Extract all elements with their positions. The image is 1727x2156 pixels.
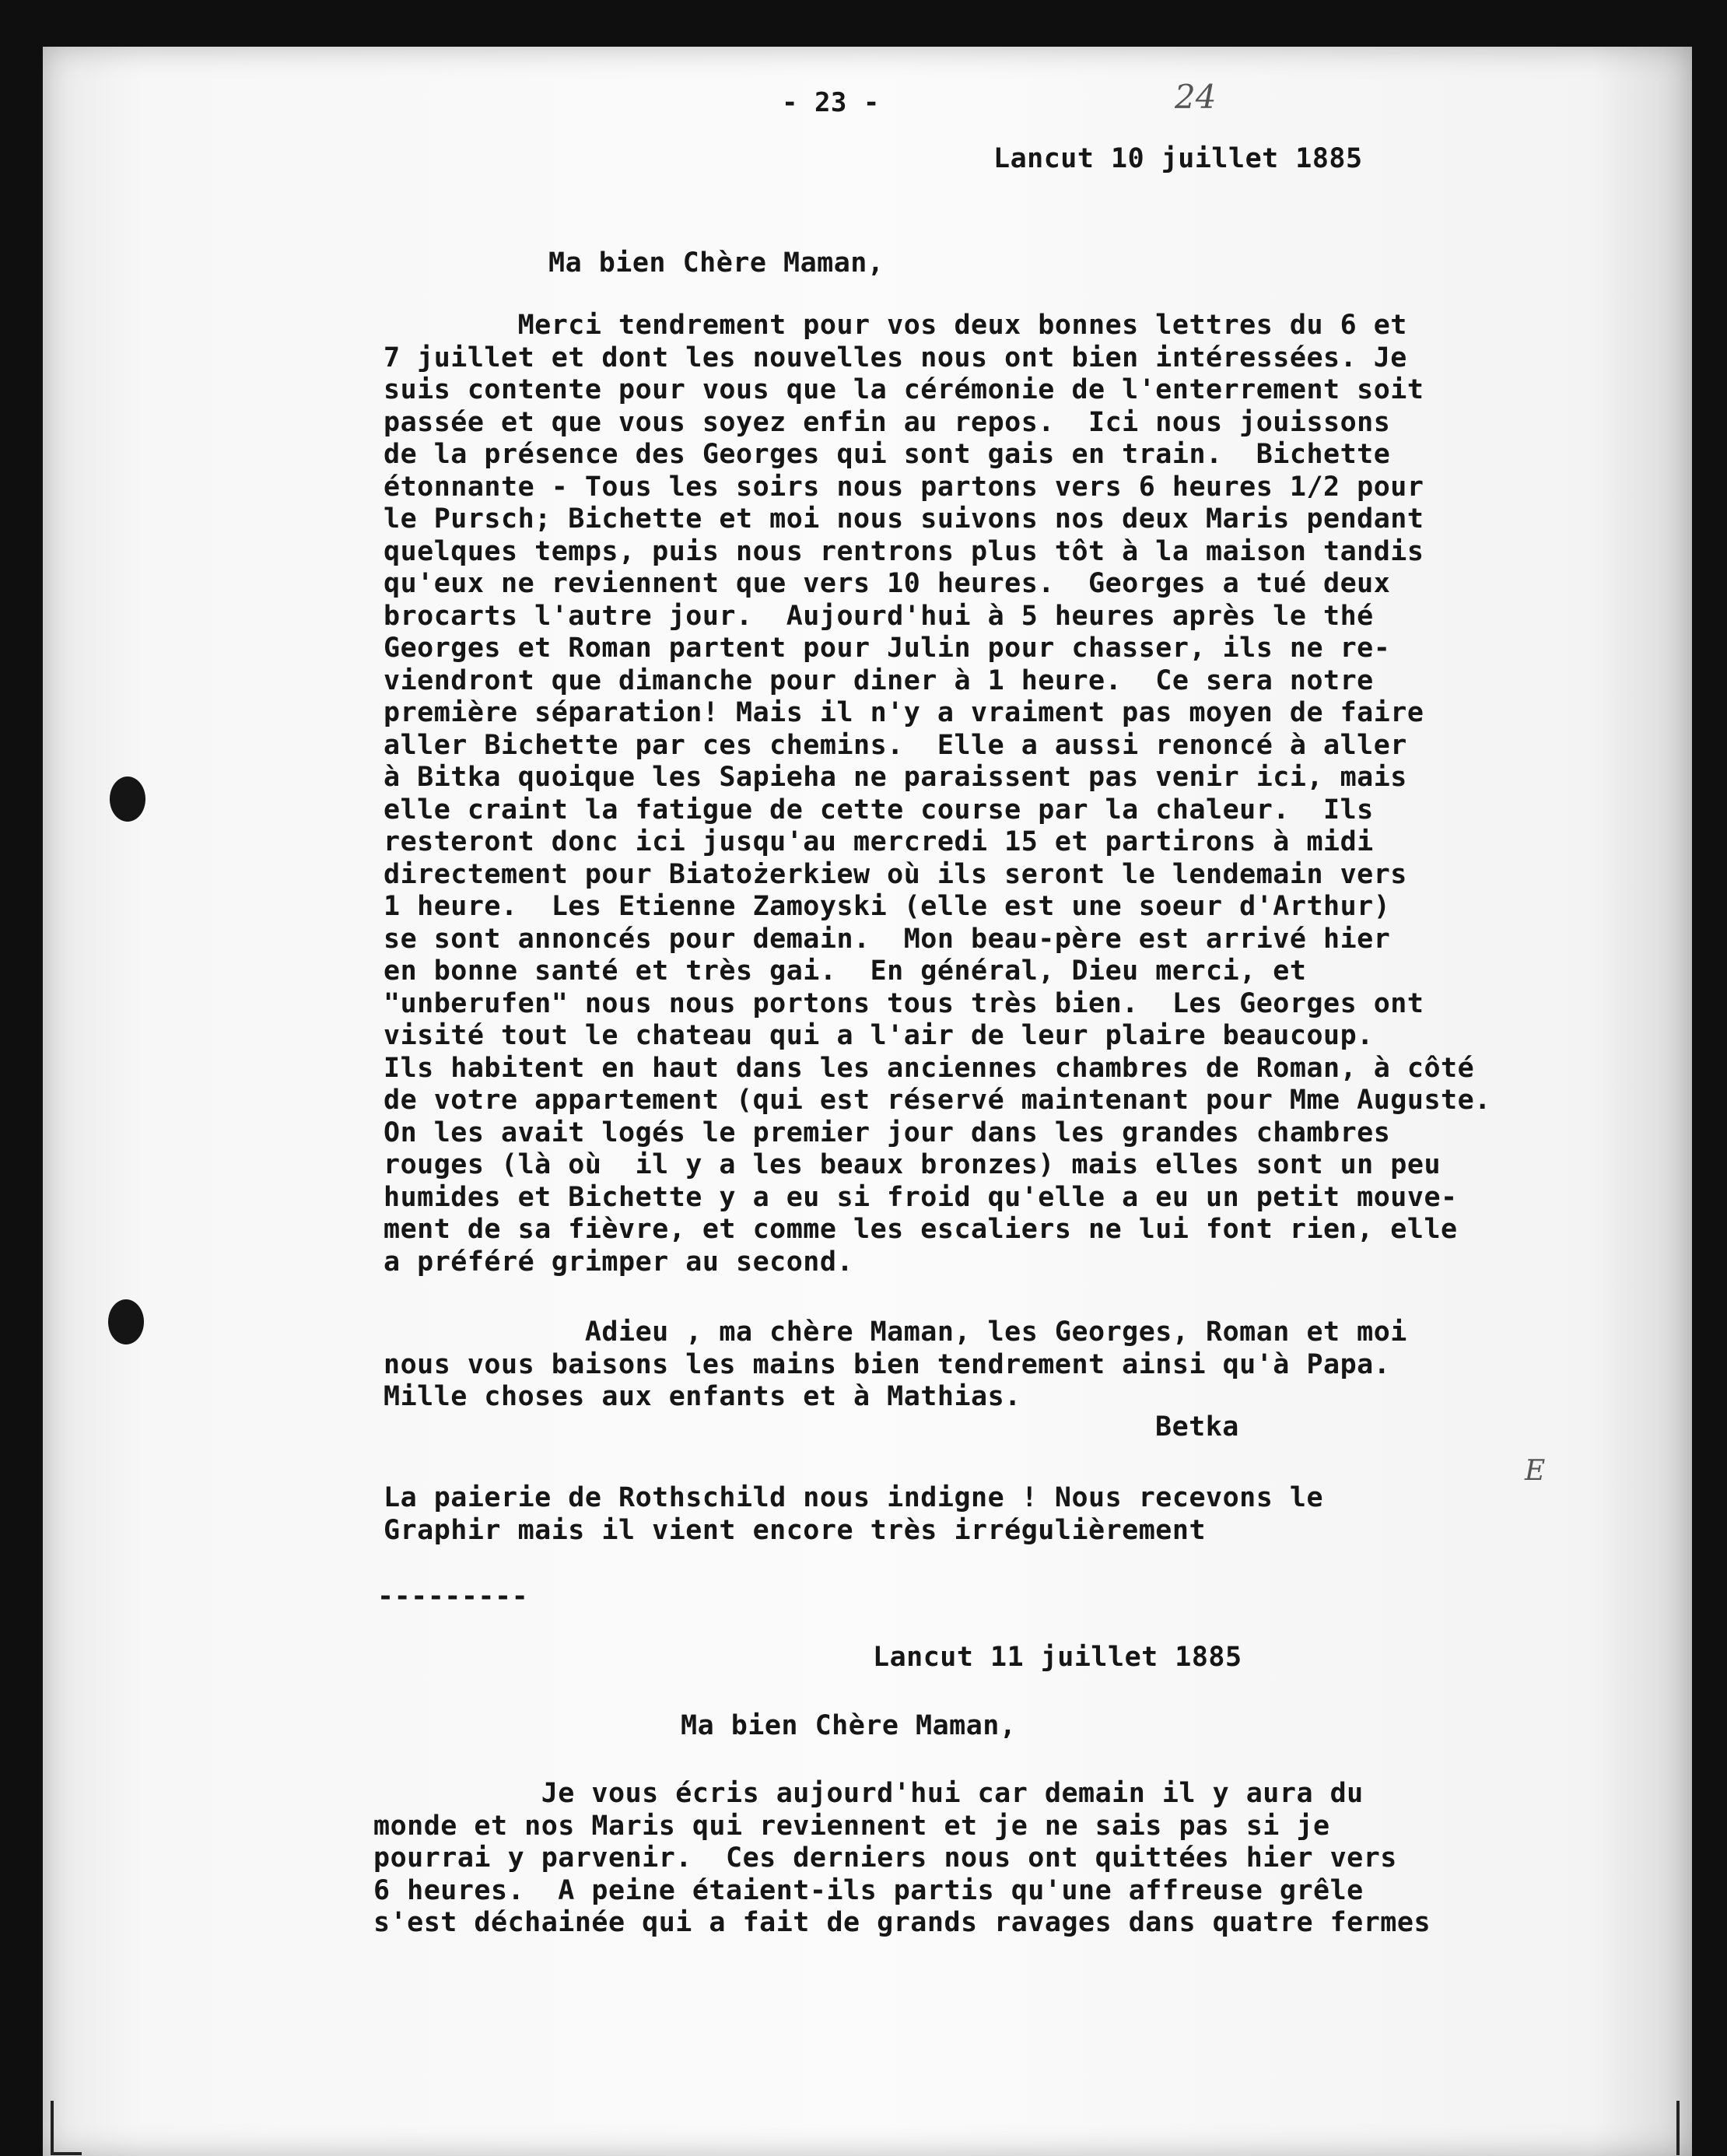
crop-mark-left-foot xyxy=(51,2152,82,2155)
letter1-postscript xyxy=(384,1482,1323,1547)
handwritten-page-number: 24 xyxy=(1175,78,1217,116)
crop-mark-right xyxy=(1676,2101,1680,2155)
text-line: rouges (là où il y a les beaux bronzes) mais elles sont un peu xyxy=(384,1149,1442,1180)
punch-hole-bottom xyxy=(108,1299,144,1344)
letter1-body xyxy=(384,310,1491,1278)
text-line: a préféré grimper au second. xyxy=(384,1246,854,1278)
text-line: ment de sa fièvre, et comme les escaliers ne lui font rien, elle xyxy=(384,1214,1458,1245)
text-line: suis contente pour vous que la cérémonie de l'enterrement soit xyxy=(384,374,1424,405)
text-line: 6 heures. A peine étaient-ils partis qu'une affreuse grêle xyxy=(373,1874,1364,1906)
text-line: "unberufen" nous nous portons tous très bien. Les Georges ont xyxy=(384,987,1424,1019)
text-line: 1 heure. Les Etienne Zamoyski (elle est une soeur d'Arthur) xyxy=(384,891,1391,922)
text-line: à Bitka quoique les Sapieha ne paraissent pas venir ici, mais xyxy=(384,762,1407,793)
text-line: pourrai y parvenir. Ces derniers nous ont quittées hier vers xyxy=(373,1842,1397,1874)
text-line: s'est déchainée qui a fait de grands ravages dans quatre fermes xyxy=(373,1907,1431,1938)
text-line: en bonne santé et très gai. En général, Dieu merci, et xyxy=(384,955,1307,987)
text-line: aller Bichette par ces chemins. Elle a aussi renoncé à aller xyxy=(384,729,1407,761)
text-line: qu'eux ne reviennent que vers 10 heures. Georges a tué deux xyxy=(384,568,1391,599)
document-page xyxy=(43,47,1692,2156)
letter2-date: Lancut 11 juillet 1885 xyxy=(873,1642,1242,1673)
text-line: passée et que vous soyez enfin au repos. Ici nous jouissons xyxy=(384,406,1391,438)
text-line: Merci tendrement pour vos deux bonnes lettres du 6 et xyxy=(384,310,1407,341)
text-line: humides et Bichette y a eu si froid qu'elle a eu un petit mouve- xyxy=(384,1181,1458,1213)
text-line: se sont annoncés pour demain. Mon beau-père est arrivé hier xyxy=(384,923,1391,955)
text-line: monde et nos Maris qui reviennent et je ne sais pas si je xyxy=(373,1810,1330,1842)
text-line: étonnante - Tous les soirs nous partons vers 6 heures 1/2 pour xyxy=(384,471,1424,503)
text-line: Je vous écris aujourd'hui car demain il y aura du xyxy=(373,1778,1364,1809)
letter1-salutation: Ma bien Chère Maman, xyxy=(548,247,885,279)
page-number: - 23 - xyxy=(782,87,880,118)
text-line: visité tout le chateau qui a l'air de leur plaire beaucoup. xyxy=(384,1020,1374,1051)
text-line: le Pursch; Bichette et moi nous suivons nos deux Maris pendant xyxy=(384,503,1424,535)
text-line: 7 juillet et dont les nouvelles nous ont bien intéressées. Je xyxy=(384,342,1407,373)
text-line: viendront que dimanche pour diner à 1 heure. Ce sera notre xyxy=(384,664,1374,696)
letter2-salutation: Ma bien Chère Maman, xyxy=(681,1710,1017,1741)
text-line: resteront donc ici jusqu'au mercredi 15 et partirons à midi xyxy=(384,826,1374,857)
text-line: Adieu , ma chère Maman, les Georges, Roman et moi xyxy=(384,1316,1407,1348)
letter2-body xyxy=(373,1778,1431,1940)
text-line: Ils habitent en haut dans les anciennes chambres de Roman, à côté xyxy=(384,1052,1475,1084)
handwritten-mark: E xyxy=(1525,1455,1546,1487)
letter1-closing xyxy=(384,1316,1407,1414)
text-line: Graphir mais il vient encore très irrégulièrement xyxy=(384,1514,1207,1546)
text-line: Mille choses aux enfants et à Mathias. xyxy=(384,1381,1021,1412)
crop-mark-left xyxy=(51,2101,54,2155)
text-line: elle craint la fatigue de cette course par la chaleur. Ils xyxy=(384,794,1374,826)
punch-hole-top xyxy=(110,777,145,822)
separator: --------- xyxy=(377,1581,529,1612)
text-line: quelques temps, puis nous rentrons plus tôt à la maison tandis xyxy=(384,535,1424,567)
text-line: de votre appartement (qui est réservé maintenant pour Mme Auguste. xyxy=(384,1085,1491,1116)
text-line: On les avait logés le premier jour dans les grandes chambres xyxy=(384,1117,1391,1148)
text-line: brocarts l'autre jour. Aujourd'hui à 5 heures après le thé xyxy=(384,600,1374,632)
text-line: Georges et Roman partent pour Julin pour chasser, ils ne re- xyxy=(384,633,1391,664)
text-line: nous vous baisons les mains bien tendrement ainsi qu'à Papa. xyxy=(384,1348,1391,1380)
letter1-date: Lancut 10 juillet 1885 xyxy=(993,143,1363,174)
text-line: La paierie de Rothschild nous indigne ! Nous recevons le xyxy=(384,1482,1324,1513)
letter1-signature: Betka xyxy=(1155,1411,1239,1443)
text-line: première séparation! Mais il n'y a vraiment pas moyen de faire xyxy=(384,697,1424,728)
text-line: directement pour Biatożerkiew où ils seront le lendemain vers xyxy=(384,858,1407,890)
text-line: de la présence des Georges qui sont gais en train. Bichette xyxy=(384,439,1391,470)
